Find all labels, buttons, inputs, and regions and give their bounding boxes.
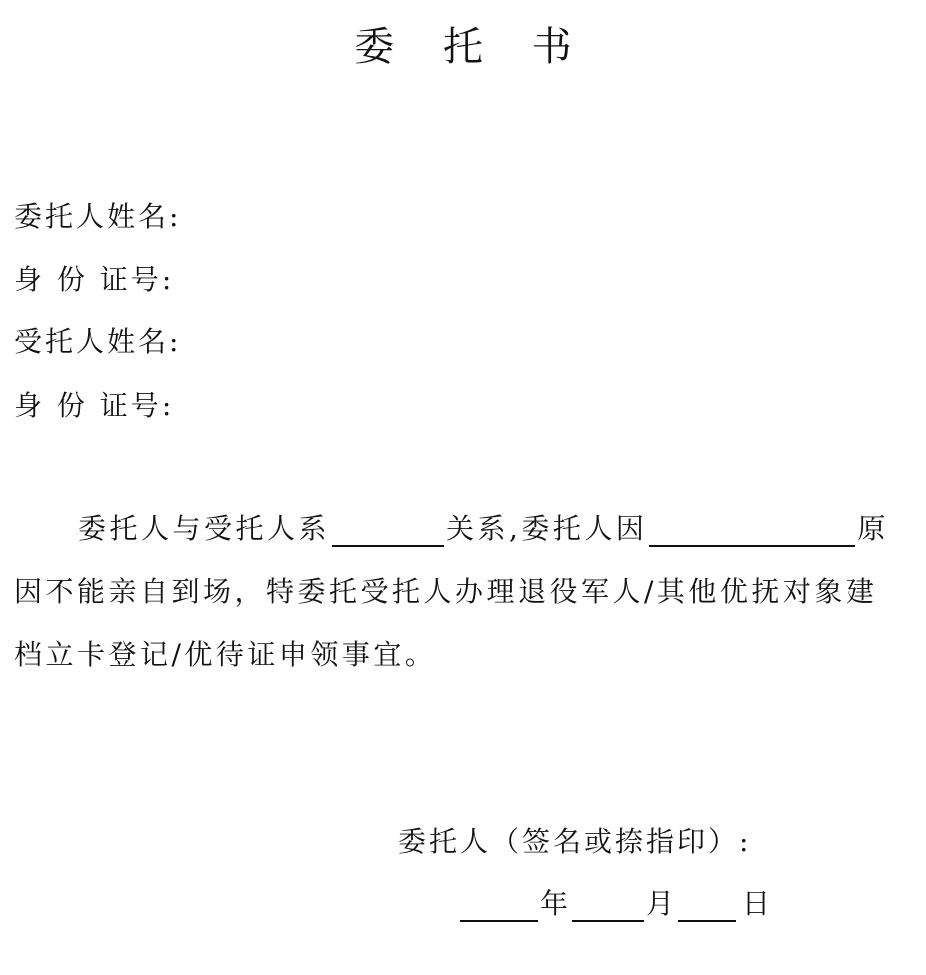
year-unit: 年 (540, 887, 569, 920)
body-text-reason-suffix: 原 (857, 512, 889, 545)
client-id-colon: : (161, 263, 172, 296)
day-unit: 日 (742, 887, 771, 920)
body-text-reason-prefix: 关系,委托人因 (446, 512, 648, 545)
signature-label: 委托人（签名或捺指印）: (398, 825, 752, 858)
body-text-relation-prefix: 委托人与受托人系 (78, 512, 331, 545)
relation-blank[interactable] (332, 511, 444, 547)
date-line (460, 886, 770, 922)
agent-name-colon: : (169, 325, 179, 358)
day-blank[interactable] (678, 886, 736, 922)
client-id-field (14, 262, 171, 298)
client-id-label: 身 份 证号 (14, 263, 162, 296)
body-line-2: 因不能亲自到场，特委托受托人办理退役军人/其他优抚对象建 (14, 575, 878, 608)
client-name-colon: : (169, 200, 179, 233)
agent-id-field (14, 388, 171, 424)
reason-blank[interactable] (649, 511, 855, 547)
body-line-1 (78, 511, 898, 547)
month-blank[interactable] (572, 886, 644, 922)
agent-name-field (14, 324, 178, 360)
agent-id-label: 身 份 证号 (14, 389, 162, 422)
agent-id-colon: : (161, 389, 172, 422)
client-name-label: 委托人姓名 (14, 200, 170, 233)
agent-name-label: 受托人姓名 (14, 325, 170, 358)
document-title: 委 托 书 (354, 24, 590, 70)
body-line-3: 档立卡登记/优待证申领事宜。 (14, 638, 437, 671)
month-unit: 月 (646, 887, 675, 920)
year-blank[interactable] (460, 886, 538, 922)
client-name-field (14, 199, 178, 235)
